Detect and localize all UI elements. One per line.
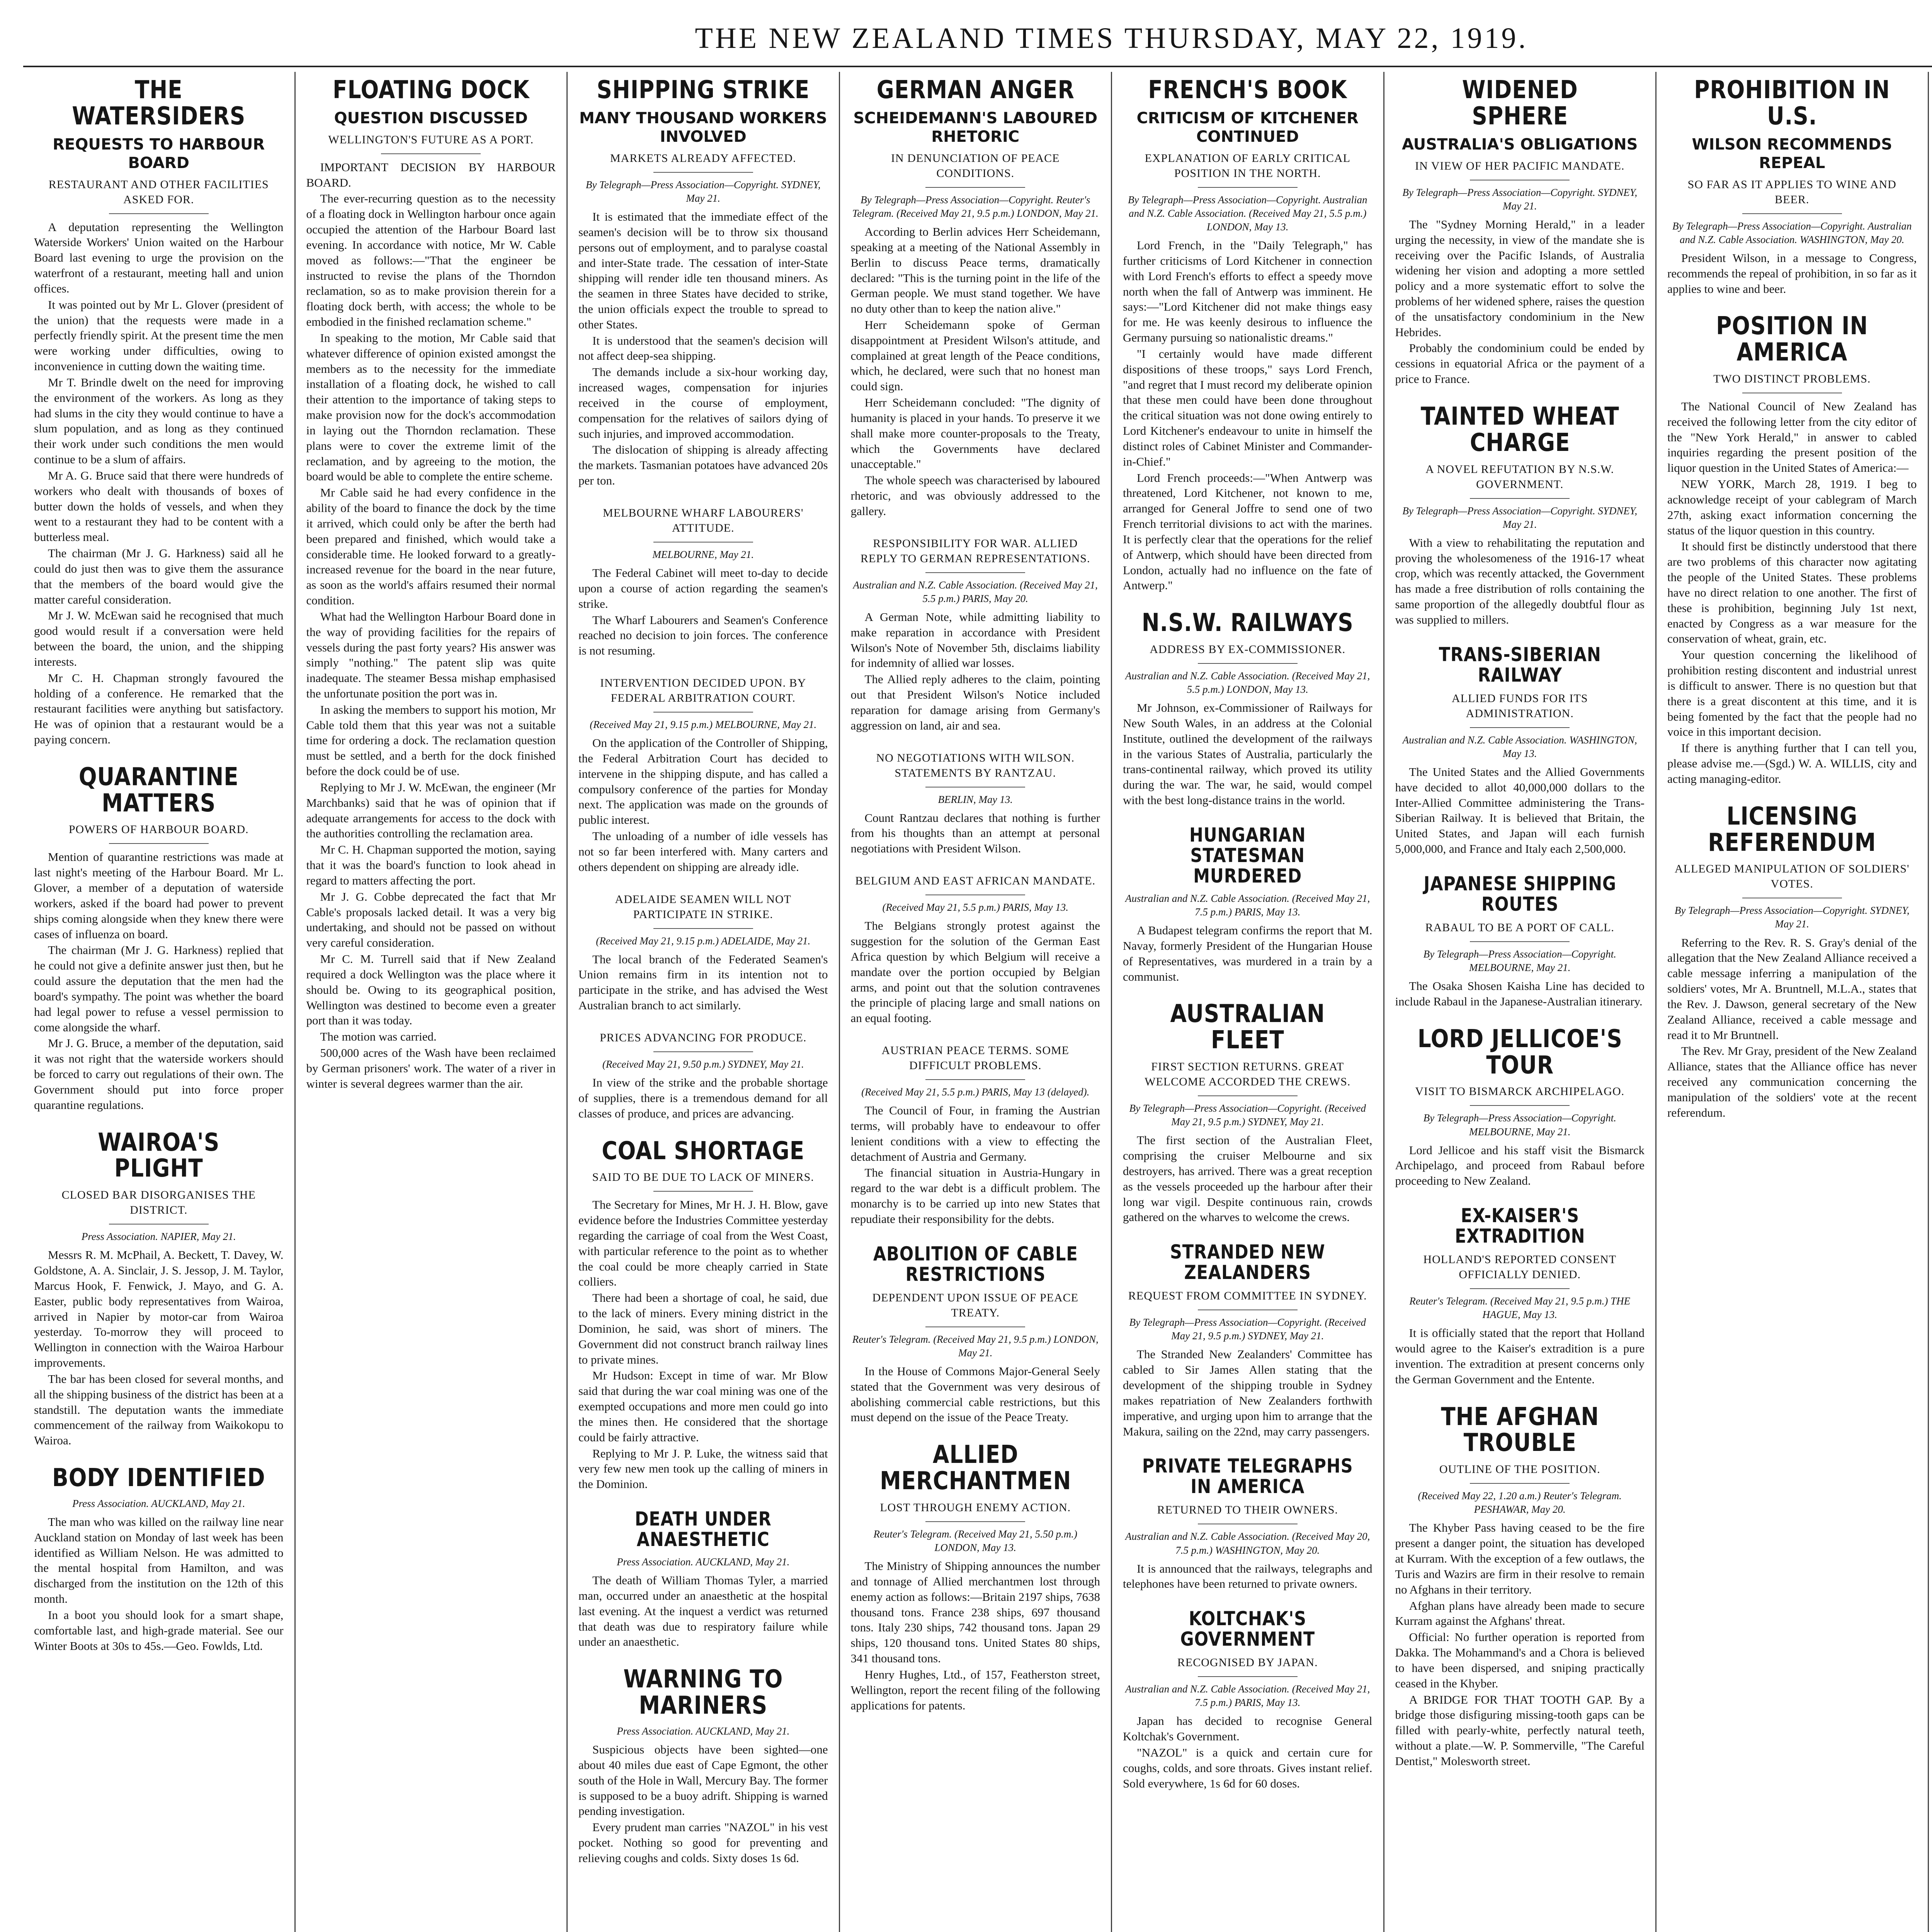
article-deck: CLOSED BAR DISORGANISES THE DISTRICT. (61, 1189, 256, 1217)
article-paragraph: It should first be distinctly understood that there are two problems of this character now agitating the people of the United States. These problems have no direct relation to one another. The first of these is prohibition, beginning July 1st next, enacted by Congress as a war measure for the conservation of wheat, grain, etc. (1667, 539, 1917, 646)
article-body (1395, 217, 1645, 387)
article-headline: AUSTRALIAN FLEET (1170, 1000, 1325, 1055)
article-body (34, 1247, 284, 1448)
article-body (1123, 1713, 1372, 1791)
article-body (1667, 399, 1917, 787)
article-deck: NO NEGOTIATIONS WITH WILSON. STATEMENTS BY RANTZAU. (876, 751, 1075, 779)
article-headline: WARNING TO MARINERS (623, 1665, 783, 1720)
article-dateline: By Telegraph—Press Association—Copyright. MELBOURNE, May 21. (1423, 948, 1616, 974)
divider (1470, 727, 1570, 728)
article-dateline: Press Association. AUCKLAND, May 21. (617, 1725, 790, 1737)
article (1395, 645, 1645, 857)
divider (653, 542, 753, 543)
article-paragraph: Lord Jellicoe and his staff visit the Bismarck Archipelago, and proceed from Rabaul before proceeding to New Zealand. (1395, 1143, 1645, 1188)
divider (653, 1051, 753, 1052)
article-headline: THE WATERSIDERS (72, 76, 246, 131)
article-paragraph: The Council of Four, in framing the Austrian terms, will probably have to endeavour to offer lenient conditions with a view to effecting the detachment of Austria and Germany. (850, 1104, 1100, 1163)
article-body (851, 224, 1100, 519)
article-deck: RETURNED TO THEIR OWNERS. (1157, 1503, 1338, 1517)
article-body (851, 1364, 1100, 1425)
article-paragraph: Mr C. H. Chapman supported the motion, saying that it was the board's function to look ahead in regard to matters affecting the port. (306, 843, 556, 887)
article-deck: LOST THROUGH ENEMY ACTION. (880, 1501, 1071, 1514)
article-dateline: Australian and N.Z. Cable Association. (Received May 21, 5.5 p.m.) LONDON, May 13. (1125, 670, 1370, 696)
article-body (851, 918, 1100, 1026)
article-paragraph: IMPORTANT DECISION BY HARBOUR BOARD. (306, 160, 556, 189)
article-deck: RESTAURANT AND OTHER FACILITIES ASKED FOR. (48, 178, 269, 206)
article-headline: DEATH UNDER ANAESTHETIC (634, 1508, 772, 1551)
article-headline: WIDENED SPHERE (1462, 76, 1578, 131)
article-paragraph: Every prudent man carries "NAZOL" in his vest pocket. Nothing so good for preventing and relieving coughs and colds. Sixty doses 1s 6d. (578, 1820, 828, 1865)
article-dateline: Australian and N.Z. Cable Association. (Received May 20, 7.5 p.m.) WASHINGTON, May 20. (1125, 1531, 1370, 1556)
article-paragraph: Herr Scheidemann spoke of German disappointment at President Wilson's attitude, and complained at great length of the Peace conditions, which, he declared, were such that no honest man could sign. (850, 318, 1100, 393)
article-paragraph: "NAZOL" is a quick and certain cure for coughs, colds, and sore throats. Gives instant relief. Sold everywhere, 1s 6d for 60 doses. (1123, 1746, 1372, 1790)
article-paragraph: Official: No further operation is reported from Dakka. The Mohammand's and a Chora is believed to have been dispersed, and sniping practically ceased in the Khyber. (1395, 1630, 1645, 1690)
article-paragraph: Mr J. W. McEwan said he recognised that much good would result if a conversation were held between the board, the union, and the shipping interests. (34, 609, 284, 668)
article-paragraph: On the application of the Controller of Shipping, the Federal Arbitration Court has decided to intervene in the shipping dispute, and has called a compulsory conference of the parties for Monday next. The application was made on the grounds of public interest. (578, 736, 828, 827)
article-body (1395, 764, 1645, 857)
article-subhead: CRITICISM OF KITCHENER CONTINUED (1136, 109, 1359, 146)
article-dateline: (Received May 21, 9.15 p.m.) ADELAIDE, May 21. (596, 935, 811, 947)
article-body (1395, 1325, 1645, 1387)
article-headline: POSITION IN AMERICA (1716, 312, 1868, 367)
article-headline: LORD JELLICOE'S TOUR (1417, 1024, 1622, 1080)
article-body (1395, 1520, 1645, 1769)
article-headline: TAINTED WHEAT CHARGE (1420, 402, 1619, 457)
article-headline: COAL SHORTAGE (602, 1136, 805, 1165)
article-deck: A NOVEL REFUTATION BY N.S.W. GOVERNMENT. (1425, 463, 1614, 491)
article-paragraph: The Osaka Shosen Kaisha Line has decided to include Rabaul in the Japanese-Australian itinerary. (1395, 979, 1645, 1008)
article-paragraph: Mention of quarantine restrictions was made at last night's meeting of the Harbour Board. Mr L. Glover, a member of a deputation of waterside workers, asked if the board had power to prevent ships coming alongside when they knew there were cases of influenza on board. (34, 850, 284, 941)
article-dateline: Australian and N.Z. Cable Association. (Received May 21, 7.5 p.m.) PARIS, May 13. (1125, 1683, 1370, 1709)
article-paragraph: Your question concerning the likelihood of prohibition resting discontent and industrial unrest is difficult to answer. There is no question but that there is a great discontent at this time, and it is being fomented by the fact that the people had no voice in this important decision. (1667, 648, 1917, 739)
article (1667, 313, 1917, 786)
article-paragraph: In the House of Commons Major-General Seely stated that the Government was very desirous of abolishing commercial cable restrictions, but this must depend on the issue of the Peace Treaty. (850, 1364, 1100, 1424)
article-headline: PROHIBITION IN U.S. (1694, 76, 1890, 131)
article-paragraph: A German Note, while admitting liability to make reparation in accordance with President Wilson's Note of November 5th, disclaims liability for indemnity of allied war losses. (850, 610, 1100, 670)
article-headline: TRANS-SIBERIAN RAILWAY (1439, 643, 1601, 686)
divider (381, 153, 481, 154)
column-8 (1929, 72, 1932, 1932)
article (34, 77, 284, 747)
article-dateline: Reuter's Telegram. (Received May 21, 9.5 p.m.) LONDON, May 21. (852, 1333, 1099, 1359)
article-deck: DEPENDENT UPON ISSUE OF PEACE TREATY. (872, 1291, 1078, 1319)
article (851, 536, 1100, 733)
article-paragraph: "I certainly would have made different dispositions of these troops," says Lord French, "and regret that I must record my deliberate opinion that these men could have been done throughout the critical situation was not done owing entirely to Lord Kitchener's endeavour to unite in himself the distinct roles of Cabinet Minister and Commander-in-Chief." (1123, 347, 1372, 468)
article-deck: BELGIUM AND EAST AFRICAN MANDATE. (855, 874, 1096, 888)
article (851, 1244, 1100, 1425)
article-paragraph: The dislocation of shipping is already affecting the markets. Tasmanian potatoes have advanced 20s per ton. (578, 443, 828, 488)
article-deck: ADELAIDE SEAMEN WILL NOT PARTICIPATE IN STRIKE. (615, 893, 791, 921)
column-1 (23, 72, 296, 1932)
article-paragraph: The Rev. Mr Gray, president of the New Zealand Alliance, states that the Alliance office has never received any communication concerning the manipulation of the soldiers' vote at the recent referendum. (1667, 1044, 1917, 1119)
article-dateline: Reuter's Telegram. (Received May 21, 5.50 p.m.) LONDON, May 13. (873, 1528, 1077, 1553)
article-dateline: Reuter's Telegram. (Received May 21, 9.5 p.m.) THE HAGUE, May 13. (1409, 1295, 1631, 1321)
article (578, 1138, 828, 1492)
article-paragraph: Mr Hudson: Except in time of war. Mr Blow said that during the war coal mining was one of the exempted occupations and more men could go into the mines then. He considered that the shortage could be fairly attractive. (578, 1369, 828, 1444)
article-paragraph: It is estimated that the immediate effect of the seamen's decision will be to throw six thousand persons out of employment, and to paralyse coastal and inter-State trade. The cessation of inter-State shipping will render idle ten thousand miners. As the seamen in three States have decided to strike, the union officials expect the trouble to spread to other States. (578, 210, 828, 331)
article-deck: HOLLAND'S REPORTED CONSENT OFFICIALLY DENIED. (1423, 1253, 1617, 1281)
column-4 (840, 72, 1112, 1932)
article-paragraph: The first section of the Australian Fleet, comprising the cruiser Melbourne and six destroyers, has arrived. There was a great reception as the vessels proceeded up the harbour after their long war vigil. Despite continuous rain, crowds gathered on the wharves to welcome the crews. (1123, 1133, 1372, 1224)
article-paragraph: Mr J. G. Cobbe deprecated the fact that Mr Cable's proposals lacked detail. It was a very big undertaking, and should not be passed on without very careful consideration. (306, 889, 556, 950)
article-deck: TWO DISTINCT PROBLEMS. (1713, 372, 1871, 385)
article-paragraph: Henry Hughes, Ltd., of 157, Featherston street, Wellington, report the recent filing of the following applications for patents. (850, 1667, 1100, 1712)
article (1395, 77, 1645, 387)
article-paragraph: Mr Cable said he had every confidence in the ability of the board to finance the dock by the time it arrived, which could only be after the berth had been prepared and finished, which would take a considerable time. He looked forward to a greatly-increased revenue for the board in the near future, as soon as the world's affairs resumed their normal condition. (306, 486, 556, 607)
article-body (1123, 923, 1372, 984)
article-body (1395, 535, 1645, 628)
article (578, 675, 828, 875)
article-dateline: (Received May 21, 5.5 p.m.) PARIS, May 13 (delayed). (861, 1086, 1090, 1098)
article (1395, 874, 1645, 1009)
article (578, 1509, 828, 1650)
article (34, 1465, 284, 1653)
article-headline: ALLIED MERCHANTMEN (879, 1440, 1071, 1496)
article (851, 1442, 1100, 1713)
article-paragraph: Mr J. G. Bruce, a member of the deputation, said it was not right that the waterside workers should be forced to carry out regulations of their own. The Government should put into force proper quarantine regulations. (34, 1036, 284, 1112)
article-dateline: By Telegraph—Press Association—Copyright. Australian and N.Z. Cable Association. (Received May 21, 5.5 p.m.) LONDON, May 13. (1128, 194, 1367, 233)
article (578, 1030, 828, 1121)
article-paragraph: With a view to rehabilitating the reputation and proving the wholesomeness of the 1916-17 wheat crop, which was recently attacked, the Government has made a free distribution of rolls containing the same proportion of the allegedly doubtful flour as was supplied to millers. (1395, 536, 1645, 626)
article-body (851, 609, 1100, 733)
divider (653, 1191, 753, 1192)
divider (653, 712, 753, 713)
article-headline: KOLTCHAK'S GOVERNMENT (1180, 1607, 1315, 1651)
article-dateline: (Received May 21, 9.50 p.m.) SYDNEY, May 21. (602, 1058, 804, 1070)
divider (925, 1079, 1025, 1080)
article-subhead: MANY THOUSAND WORKERS INVOLVED (579, 109, 827, 146)
article-headline: HUNGARIAN STATESMAN MURDERED (1189, 823, 1306, 887)
article-deck: AUSTRIAN PEACE TERMS. SOME DIFFICULT PROBLEMS. (881, 1044, 1069, 1072)
article-deck: IN DENUNCIATION OF PEACE CONDITIONS. (891, 151, 1060, 180)
article-paragraph: Mr A. G. Bruce said that there were hundreds of workers who dealt with thousands of boxes of butter down the holds of vessels, and when they went to a restaurant they had to be content with a butterless meal. (34, 468, 284, 544)
article (851, 750, 1100, 857)
article-subhead: WILSON RECOMMENDS REPEAL (1692, 135, 1893, 172)
article-subhead: SCHEIDEMANN'S LABOURED RHETORIC (853, 109, 1098, 146)
divider (109, 213, 209, 214)
article-deck: IN VIEW OF HER PACIFIC MANDATE. (1415, 159, 1625, 172)
article-paragraph: In view of the strike and the probable shortage of supplies, there is a tremendous demand for all classes of produce, and prices are advancing. (578, 1076, 828, 1120)
article-deck: FIRST SECTION RETURNS. GREAT WELCOME ACCORDED THE CREWS. (1145, 1060, 1351, 1088)
article-dateline: By Telegraph—Press Association—Copyright. Reuter's Telegram. (Received May 21, 9.5 p.m.) LONDON, May 21. (852, 194, 1099, 219)
divider (1198, 187, 1298, 188)
article-dateline: MELBOURNE, May 21. (652, 548, 754, 560)
article-paragraph: Herr Scheidemann concluded: "The dignity of humanity is placed in your hands. To preserve it we shall make more counter-proposals to the Treaty, which the Governments have declared unacceptable." (850, 396, 1100, 471)
article-dateline: Australian and N.Z. Cable Association. (Received May 21, 5.5 p.m.) PARIS, May 20. (853, 579, 1098, 604)
article-deck: REQUEST FROM COMMITTEE IN SYDNEY. (1128, 1289, 1367, 1303)
article-paragraph: Mr C. M. Turrell said that if New Zealand required a dock Wellington was the place where it should be. Owing to its geographical position, Wellington was destined to become even a greater port than it was today. (306, 952, 556, 1027)
article-paragraph: The motion was carried. (320, 1030, 437, 1044)
article-deck: ALLEGED MANIPULATION OF SOLDIERS' VOTES. (1674, 862, 1910, 891)
article (1667, 77, 1917, 296)
article-paragraph: Mr C. H. Chapman strongly favoured the holding of a conference. He remarked that the restaurant facilities were anything but satisfactory. He was of opinion that a restaurant would be a paying concern. (34, 671, 284, 746)
article-headline: ABOLITION OF CABLE RESTRICTIONS (873, 1242, 1078, 1286)
article-headline: PRIVATE TELEGRAPHS IN AMERICA (1142, 1455, 1353, 1498)
article-paragraph: It is announced that the railways, telegraphs and telephones have been returned to private owners. (1123, 1561, 1372, 1591)
article-body (1123, 1133, 1372, 1225)
divider (1198, 663, 1298, 664)
article-paragraph: It is understood that the seamen's decision will not affect deep-sea shipping. (578, 333, 828, 363)
article-paragraph: Lord French, in the "Daily Telegraph," has further criticisms of Lord Kitchener in connection with Lord French's efforts to effect a speedy move north when the fall of Antwerp was imminent. He says:—"Lord Kitchener did not make things easy for me. He was keenly desirous to influence the Germany pursuing so nationalistic dreams." (1123, 238, 1372, 345)
article-dateline: Australian and N.Z. Cable Association. (Received May 21, 7.5 p.m.) PARIS, May 13. (1125, 892, 1370, 918)
article-paragraph: Mr T. Brindle dwelt on the need for improving the environment of the workers. As long as they had slums in the city they would continue to have a slum population, and as long as they continued their work under such conditions the men would continue to be a slum of affairs. (34, 375, 284, 466)
article-deck: MELBOURNE WHARF LABOURERS' ATTITUDE. (603, 506, 804, 534)
article-body (34, 849, 284, 1112)
article-paragraph: The financial situation in Austria-Hungary in regard to the war debt is a difficult problem. The monarchy is to be carried up into new States that repudiate their responsibility for the debts. (850, 1166, 1100, 1226)
article (1395, 1404, 1645, 1769)
masthead (23, 19, 1932, 67)
article-deck: POWERS OF HARBOUR BOARD. (68, 823, 249, 836)
article-paragraph: The Belgians strongly protest against the suggestion for the solution of the German East Africa question by which Belgium will receive a mandate over the portion occupied by Belgian arms, and point out that the solution contravenes the principle of placing large and small nations on an equal footing. (850, 919, 1100, 1025)
article-paragraph: If there is anything further that I can tell you, please advise me.—(Sgd.) W. A. WILLIS, city and acting managing-editor. (1667, 741, 1917, 786)
divider (1470, 1483, 1570, 1484)
article-deck: MARKETS ALREADY AFFECTED. (610, 151, 796, 165)
article-paragraph: The Federal Cabinet will meet to-day to decide upon a course of action regarding the seamen's strike. (578, 566, 828, 611)
article (306, 77, 556, 1092)
article (1123, 1242, 1372, 1439)
article-deck: ALLIED FUNDS FOR ITS ADMINISTRATION. (1451, 692, 1588, 720)
article-paragraph: President Wilson, in a message to Congress, recommends the repeal of prohibition, in so far as it applies to wine and beer. (1667, 251, 1917, 296)
article-body (34, 1514, 284, 1653)
article-paragraph: Referring to the Rev. R. S. Gray's denial of the allegation that the New Zealand Alliance received a cable message inferring a manipulation of the soldiers' votes, Mr A. Bruntnell, M.L.A., states that the Rev. J. Dawson, general secretary of the New Zealand Alliance, received a cable message and read it to Mr Bruntnell. (1667, 935, 1917, 1042)
article-body (851, 810, 1100, 856)
article-paragraph: The "Sydney Morning Herald," in a leader urging the necessity, in view of the mandate she is receiving over the Pacific Islands, of Australia widening her vision and adopting a more settled policy and a more systematic effort to solve the problems of her widened sphere, raises the question of the unsatisfactory condominium in the New Hebrides. (1395, 217, 1645, 339)
article-deck: RABAUL TO BE A PORT OF CALL. (1425, 921, 1614, 934)
article-dateline: (Received May 22, 1.20 a.m.) Reuter's Telegram. PESHAWAR, May 20. (1418, 1490, 1622, 1515)
article-paragraph: The Ministry of Shipping announces the number and tonnage of Allied merchantmen lost through enemy action as follows:—Britain 2197 ships, 7638 thousand tons. France 238 ships, 697 thousand tons. Italy 230 ships, 742 thousand tons. Japan 29 ships, 120 thousand tons. United States 80 ships, 341 thousand tons. (850, 1559, 1100, 1665)
article-paragraph: Replying to Mr J. P. Luke, the witness said that very few new men took up the calling of miners in the Dominion. (578, 1446, 828, 1491)
article-body (578, 1075, 828, 1121)
article-paragraph: The Allied reply adheres to the claim, pointing out that President Wilson's Notice included reparation for damage arising from Germany's aggression on land, air and sea. (850, 672, 1100, 732)
divider (653, 172, 753, 173)
column-2 (296, 72, 568, 1932)
article-headline: STRANDED NEW ZEALANDERS (1170, 1241, 1325, 1284)
article-subhead: QUESTION DISCUSSED (334, 109, 528, 127)
article-paragraph: Lord French proceeds:—"When Antwerp was threatened, Lord Kitchener, not known to me, arranged for General Joffre to send one of two French territorial divisions to act with the marines. It is perfectly clear that the operations for the relief of Antwerp, which should have been directed from London, actually had no influence on the fate of Antwerp." (1123, 471, 1372, 592)
article (1395, 404, 1645, 628)
article-paragraph: In speaking to the motion, Mr Cable said that whatever difference of opinion existed amongst the members as to the necessity for the immediate installation of a floating dock, he wished to call their attention to the importance of taking steps to make provision now for the dock's accommodation in laying out the Thorndon reclamation. These plans were to cover the extreme limit of the reclamation, and by agreeing to the motion, the board would be able to complete the entire scheme. (306, 331, 556, 483)
article-dateline: By Telegraph—Press Association—Copyright. SYDNEY, May 21. (1674, 905, 1910, 930)
article (1123, 825, 1372, 985)
article-paragraph: A Budapest telegram confirms the report that M. Navay, formerly President of the Hungarian House of Representatives, was murdered in a train by a communist. (1123, 923, 1372, 983)
article (1395, 1206, 1645, 1387)
article (851, 77, 1100, 519)
article-headline: BODY IDENTIFIED (52, 1464, 265, 1493)
article (1123, 77, 1372, 593)
column-5 (1112, 72, 1384, 1932)
article-paragraph: The man who was killed on the railway line near Auckland station on Monday of last week has been identified as William Nelson. He was admitted to the mental hospital from Hamilton, and was discharged from the institution on the 12th of this month. (34, 1515, 284, 1606)
article-dateline: Press Association. NAPIER, May 21. (81, 1231, 236, 1243)
article-body (34, 219, 284, 747)
article-deck: ADDRESS BY EX-COMMISSIONER. (1150, 643, 1346, 656)
article-subhead: REQUESTS TO HARBOUR BOARD (53, 135, 265, 172)
article-headline: WAIROA'S PLIGHT (98, 1128, 220, 1183)
article-body (578, 1742, 828, 1866)
article-dateline: Press Association. AUCKLAND, May 21. (72, 1497, 245, 1509)
article-headline: QUARANTINE MATTERS (78, 762, 239, 818)
article-deck: SO FAR AS IT APPLIES TO WINE AND BEER. (1687, 178, 1896, 206)
article (34, 764, 284, 1113)
column-7 (1656, 72, 1929, 1932)
article-paragraph: In asking the members to support his motion, Mr Cable told them that this year was not a suitable time for ordering a dock. The reclamation question must be settled, and a berth for the dock finished before the dock could be of use. (306, 702, 556, 778)
divider (925, 572, 1025, 573)
article-paragraph: The death of William Thomas Tyler, a married man, occurred under an anaesthetic at the hospital last evening. At the inquest a verdict was returned that death was due to respiratory failure while under an anaesthetic. (578, 1573, 828, 1649)
article-paragraph: Afghan plans have already been made to secure Kurram against the Afghans' threat. (1395, 1599, 1645, 1628)
article-paragraph: Probably the condominium could be ended by cessions in equatorial Africa or the payment of a price to France. (1395, 341, 1645, 386)
columns-container (23, 72, 1932, 1932)
article (578, 892, 828, 1013)
divider (109, 843, 209, 844)
divider (925, 1521, 1025, 1522)
article-paragraph: The unloading of a number of idle vessels has not so far been interfered with. Many carters and others dependent on shipping are already idle. (578, 829, 828, 874)
article-headline: SHIPPING STRIKE (597, 76, 810, 104)
article-headline: N.S.W. RAILWAYS (1141, 609, 1354, 638)
divider (1470, 498, 1570, 499)
divider (1470, 1105, 1570, 1106)
article-body (851, 1558, 1100, 1713)
article-dateline: By Telegraph—Press Association—Copyright. SYDNEY, May 21. (585, 179, 821, 204)
article (578, 1667, 828, 1866)
article-paragraph: The National Council of New Zealand has received the following letter from the city editor of the "New York Herald," in answer to cabled inquiries regarding the present position of the liquor question in the United States of America:— (1667, 399, 1917, 475)
divider (653, 928, 753, 929)
article-body (578, 1197, 828, 1492)
article-deck: INTERVENTION DECIDED UPON. BY FEDERAL ARBITRATION COURT. (600, 676, 806, 704)
article-body (578, 735, 828, 874)
article-dateline: By Telegraph—Press Association—Copyright. (Received May 21, 9.5 p.m.) SYDNEY, May 21. (1129, 1102, 1366, 1128)
article-dateline: By Telegraph—Press Association—Copyright. MELBOURNE, May 21. (1423, 1112, 1616, 1138)
article-paragraph: 500,000 acres of the Wash have been reclaimed by German prisoners' work. The water of a river in winter is several degrees warmer than the air. (306, 1046, 556, 1090)
article-subhead: AUSTRALIA'S OBLIGATIONS (1402, 135, 1638, 153)
article-headline: FLOATING DOCK (332, 76, 529, 104)
divider (1470, 1288, 1570, 1289)
article-body (578, 1573, 828, 1650)
divider (925, 187, 1025, 188)
article-dateline: By Telegraph—Press Association—Copyright. SYDNEY, May 21. (1402, 186, 1638, 212)
newspaper-title-date: THE NEW ZEALAND TIMES THURSDAY, MAY 22, 1919. (695, 22, 1528, 54)
article (1123, 1609, 1372, 1791)
article-dateline: (Received May 21, 5.5 p.m.) PARIS, May 13. (882, 901, 1069, 913)
article-paragraph: The demands include a six-hour working day, increased wages, compensation for injuries received in the course of employment, compensation for the relatives of sailors dying of such injuries, and improved accommodation. (578, 365, 828, 440)
article-headline: GERMAN ANGER (876, 76, 1075, 104)
article-body (1123, 1347, 1372, 1439)
article-headline: JAPANESE SHIPPING ROUTES (1423, 872, 1616, 915)
article (1395, 1026, 1645, 1189)
divider (1470, 941, 1570, 942)
article-paragraph: Suspicious objects have been sighted—one about 40 miles due east of Cape Egmont, the other south of the Hole in Wall, Mercury Bay. The former is supposed to be a buoy adrift. Shipping is warned pending investigation. (578, 1743, 828, 1818)
article-body (578, 209, 828, 488)
article (851, 1043, 1100, 1227)
article-deck: RECOGNISED BY JAPAN. (1177, 1656, 1318, 1669)
article (1123, 1456, 1372, 1592)
article-deck: VISIT TO BISMARCK ARCHIPELAGO. (1415, 1085, 1625, 1098)
article-paragraph: The ever-recurring question as to the necessity of a floating dock in Wellington harbour once again occupied the attention of the Harbour Board last evening. In accordance with notice, Mr W. Cable moved as follows:—"That the engineer be instructed to revise the plans of the Thorndon reclamation, so as to make provision therein for a floating dock berth, with access; the whole to be embodied in the finished reclamation scheme." (306, 192, 556, 329)
article-body (1123, 700, 1372, 808)
article-dateline: BERLIN, May 13. (938, 793, 1013, 805)
article (1667, 804, 1917, 1121)
article-paragraph: Count Rantzau declares that nothing is further from his thoughts than an attempt at personal negotiations with President Wilson. (850, 811, 1100, 855)
article-body (306, 160, 556, 1092)
article (34, 1130, 284, 1449)
article-paragraph: According to Berlin advices Herr Scheidemann, speaking at a meeting of the National Assembly in Berlin to discuss Peace terms, dramatically declared: "This is the turning point in the life of the German people. We must stand together. We have no duty other than to keep the nation alive." (850, 225, 1100, 316)
article-deck: EXPLANATION OF EARLY CRITICAL POSITION IN THE NORTH. (1145, 151, 1350, 180)
article-paragraph: The Khyber Pass having ceased to be the fire present a danger point, the situation has developed at Kurram. With the exception of a few outlaws, the Turis and Wazirs are firm in their resolve to remain no Afghans in their territory. (1395, 1521, 1645, 1596)
article-paragraph: The Stranded New Zealanders' Committee has cabled to Sir James Allen stating that the development of the shipping trouble in Sydney makes repatriation of New Zealanders forthwith imperative, and urging upon him to arrange that the Makura, sailing on the 22nd, may carry passengers. (1123, 1347, 1372, 1438)
article-body (578, 952, 828, 1013)
article-headline: FRENCH'S BOOK (1148, 76, 1347, 104)
article-body (1123, 1561, 1372, 1592)
article (851, 873, 1100, 1026)
article-body (1667, 250, 1917, 296)
article-headline: THE AFGHAN TROUBLE (1440, 1402, 1599, 1458)
article-dateline: (Received May 21, 9.15 p.m.) MELBOURNE, May 21. (590, 718, 817, 730)
article-deck: WELLINGTON'S FUTURE AS A PORT. (328, 133, 534, 146)
article-body (1123, 238, 1372, 593)
article-paragraph: It was pointed out by Mr L. Glover (president of the union) that the requests were made in a perfectly friendly spirit. At the present time the men were working under difficulties, owing to inconvenience in cutting down the waiting time. (34, 298, 284, 373)
article-dateline: By Telegraph—Press Association—Copyright. (Received May 21, 9.5 p.m.) SYDNEY, May 21. (1129, 1316, 1366, 1342)
article-paragraph: Mr Johnson, ex-Commissioner of Railways for New South Wales, in an address at the Colonial Institute, outlined the development of the railways in the various States of Australia, particularly the trans-continental railway, which proved its utility during the war. The war, he said, would compel with the best long-distance trains in the world. (1123, 701, 1372, 807)
article-paragraph: The Wharf Labourers and Seamen's Conference reached no decision to join forces. The conference is not resuming. (578, 613, 828, 658)
article-paragraph: NEW YORK, March 28, 1919. I beg to acknowledge receipt of your cablegram of March 27th, asking exact information concerning the status of the liquor question in this country. (1667, 477, 1917, 537)
article-dateline: By Telegraph—Press Association—Copyright. SYDNEY, May 21. (1402, 505, 1638, 530)
article-paragraph: The whole speech was characterised by laboured rhetoric, and was obviously addressed to the gallery. (850, 473, 1100, 518)
article (1123, 610, 1372, 808)
article-paragraph: A BRIDGE FOR THAT TOOTH GAP. By a bridge those disfiguring missing-tooth gaps can be filled with pearly-white, perfectly natural teeth, without a plate.—W. P. Sommerville, "The Careful Dentist," Molesworth street. (1395, 1692, 1645, 1768)
article-paragraph: Japan has decided to recognise General Koltchak's Government. (1123, 1714, 1372, 1743)
article (578, 77, 828, 488)
article-paragraph: The United States and the Allied Governments have decided to allot 40,000,000 dollars to the Inter-Allied Committee administering the Trans-Siberian Railway. It is believed that Britain, the United States, and Japan will each furnish 5,000,000, and France and Italy each 2,500,000. (1395, 765, 1645, 856)
column-3 (568, 72, 840, 1932)
divider (1198, 1676, 1298, 1677)
article-paragraph: Replying to Mr J. W. McEwan, the engineer (Mr Marchbanks) said that he was of opinion that if adequate arrangements for access to the dock with the authorities controlling the reclamation area. (306, 780, 556, 840)
article-dateline: By Telegraph—Press Association—Copyright. Australian and N.Z. Cable Association. WASHINGTON, May 20. (1672, 220, 1912, 245)
article-paragraph: In a boot you should look for a smart shape, comfortable last, and high-grade material. See our Winter Boots at 30s to 45s.—Geo. Fowlds, Ltd. (34, 1608, 284, 1653)
article-paragraph: The chairman (Mr J. G. Harkness) replied that he could not give a definite answer just then, but he could assure the deputation that the men had the board's sympathy. The point was whether the board had legal power to refuse a vessel permission to come alongside the wharf. (34, 943, 284, 1034)
divider (109, 1224, 209, 1225)
article-body (851, 1103, 1100, 1227)
article-paragraph: The Secretary for Mines, Mr H. J. H. Blow, gave evidence before the Industries Committee yesterday regarding the carriage of coal from the West Coast, with particular reference to the point as to whether the coal could be more cheaply carried in State colliers. (578, 1198, 828, 1289)
divider (1198, 1095, 1298, 1096)
article (1123, 1001, 1372, 1225)
article-headline: EX-KAISER'S EXTRADITION (1454, 1204, 1585, 1248)
article-body (578, 565, 828, 658)
article-paragraph: The bar has been closed for several months, and all the shipping business of the district has been at a standstill. The deputation wants the immediate commencement of the railway from Waikokopu to Wairoa. (34, 1372, 284, 1447)
article-deck: SAID TO BE DUE TO LACK OF MINERS. (592, 1171, 814, 1184)
article-paragraph: The chairman (Mr J. G. Harkness) said all he could do just then was to give them the assurance that the members of the board would give the matter careful consideration. (34, 546, 284, 606)
divider (1742, 213, 1842, 214)
column-6 (1384, 72, 1657, 1932)
article-paragraph: A deputation representing the Wellington Waterside Workers' Union waited on the Harbour Board last evening to urge the provision on the waterfront of a restaurant, meeting hall and union offices. (34, 220, 284, 295)
article-paragraph: There had been a shortage of coal, he said, due to the lack of miners. Every mining district in the Dominion, he said, was short of miners. The Government did not construct branch railway lines to private mines. (578, 1291, 828, 1366)
article-deck: PRICES ADVANCING FOR PRODUCE. (600, 1031, 807, 1044)
article-paragraph: Messrs R. M. McPhail, A. Beckett, T. Davey, W. Goldstone, A. A. Sinclair, J. S. Jessop, J. M. Taylor, Marcus Hook, F. Fenwick, J. Mayo, and G. A. Easter, public body representatives from Wairoa, arrived in Napier by motor-car from Wairoa yesterday. To-morrow they will proceed to Wellington in connection with the Wairoa Harbour improvements. (34, 1248, 284, 1370)
article (578, 505, 828, 658)
article-body (1667, 935, 1917, 1121)
article-dateline: Australian and N.Z. Cable Association. WASHINGTON, May 13. (1402, 734, 1637, 759)
article-paragraph: What had the Wellington Harbour Board done in the way of providing facilities for the repairs of vessels during the past forty years? His answer was simply "nothing." The patent slip was quite inadequate. The steamer Bessa mishap emphasised the unfortunate position the port was in. (306, 609, 556, 700)
article-paragraph: It is officially stated that the report that Holland would agree to the Kaiser's extradition is a pure invention. The extradition at present concerns only the German Government and the Entente. (1395, 1326, 1645, 1386)
article-deck: OUTLINE OF THE POSITION. (1439, 1463, 1600, 1476)
article-deck: RESPONSIBILITY FOR WAR. ALLIED REPLY TO GERMAN REPRESENTATIONS. (861, 537, 1090, 565)
article-paragraph: The local branch of the Federated Seamen's Union remains firm in its intention not to participate in the strike, and has advised the West Australian branch to act similarly. (578, 952, 828, 1012)
article-headline: LICENSING REFERENDUM (1708, 802, 1876, 857)
article-body (1395, 978, 1645, 1009)
article-body (1395, 1143, 1645, 1189)
article-dateline: Press Association. AUCKLAND, May 21. (617, 1556, 790, 1568)
